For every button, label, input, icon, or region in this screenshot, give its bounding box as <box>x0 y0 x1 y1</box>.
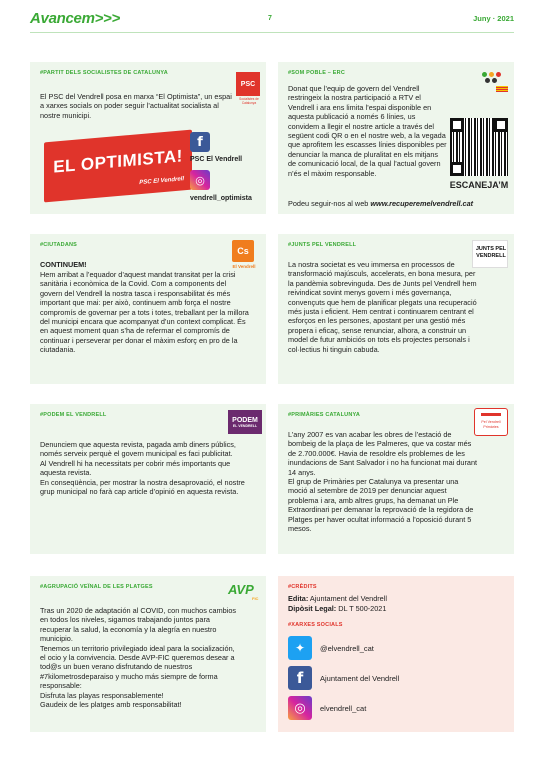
avp-p4: Gaudeix de les platges amb responsabilitat! <box>40 700 182 710</box>
facebook-icon[interactable]: f <box>190 132 210 152</box>
credits-diposit <box>288 604 386 613</box>
qr-label: ESCANEJA’M <box>449 180 509 190</box>
brand-logo: Avancem>>> <box>30 10 120 27</box>
issue-date: Juny · 2021 <box>473 14 514 23</box>
facebook-row[interactable] <box>288 666 399 690</box>
primaries-tag: #PRIMÀRIES CATALUNYA <box>288 412 361 418</box>
podem-logo-sub: EL VENDRELL <box>232 423 258 428</box>
avp-box <box>30 576 266 732</box>
twitter-handle[interactable]: @elvendrell_cat <box>320 643 374 653</box>
podem-logo-text: PODEM <box>232 416 258 424</box>
sompoble-footer-prefix: Podeu seguir-nos al web <box>288 199 371 208</box>
sompoble-footer <box>288 199 510 208</box>
cs-heading: CONTINUEM! <box>40 260 87 269</box>
avp-p1: Tras un 2020 de adaptación al COVID, con muchos cambios en todos los niveles, sigamos trabajando juntos para recuperar la salud, la economía y la alegría en nuestro municipio. <box>40 606 237 644</box>
avp-logo-text: AVP <box>228 582 254 597</box>
avp-logo <box>228 582 262 606</box>
junts-text: La nostra societat es veu immersa en processos de transformació majúsculs, accelerats, en bona mesura, per la pandèmia sobrevinguda. Des de Junts pel Vendrell hem reivindicat sovint menys govern i més governança, convençuts que hem de planificar plegats una recuperació més justa i eficient. Hem centrat i continuarem centrant el esforços en les persones, apostant per una gestió més propera i eficaç, sense renunciar, alhora, a construir un model de futur ambiciós on tots els projectes personals i col·lectius hi tinguin cabuda. <box>288 260 477 354</box>
credits-diposit-label: Dipòsit Legal: <box>288 604 337 613</box>
podem-text <box>40 440 250 496</box>
instagram-row[interactable] <box>288 696 366 720</box>
avp-p2: Tenemos un territorio privilegiado ideal para la socialización, el ocio y la convivencia. Desde AVP-FIC queremos desear a tod@s un buen verano disfrutando de nuestros #7kilometrosdeparaiso y mucho más siempre de forma responsable: <box>40 643 235 691</box>
sompoble-logo-dots <box>480 72 502 84</box>
optimista-banner <box>44 130 192 203</box>
social-tag: #XARXES SOCIALS <box>288 622 343 628</box>
podem-p3: En conseqüència, per mostrar la nostra desaprovació, el nostre grup municipal no farà cap article d’opinió en aquesta revista. <box>40 477 245 497</box>
twitter-icon[interactable]: ✦ <box>288 636 312 660</box>
sompoble-tag: #SOM POBLE – ERC <box>288 70 345 76</box>
avp-tag: #AGRUPACIÓ VEÏNAL DE LES PLATGES <box>40 584 153 590</box>
primaries-logo-text: Pel Vendrell Primàries <box>481 420 501 429</box>
psc-logo-sub: Socialistes de Catalunya <box>239 97 259 105</box>
credits-edita-value: Ajuntament del Vendrell <box>308 594 387 603</box>
cs-logo <box>232 240 254 262</box>
optimista-title: EL OPTIMISTA! <box>53 146 183 177</box>
podem-tag: #PODEM EL VENDRELL <box>40 412 107 418</box>
psc-instagram-label[interactable]: vendrell_optimista <box>190 195 252 202</box>
facebook-handle[interactable]: Ajuntament del Vendrell <box>320 673 400 683</box>
psc-box <box>30 62 266 214</box>
instagram-icon[interactable]: ◎ <box>288 696 312 720</box>
podem-p2: Al Vendrell hi ha necessitats per cobrir més importants que aquesta revista. <box>40 458 231 478</box>
psc-facebook-label[interactable]: PSC El Vendrell <box>190 156 243 163</box>
qr-code[interactable] <box>450 118 508 176</box>
primaries-text <box>288 430 478 533</box>
primaries-p2: El grup de Primàries per Catalunya va presentar una moció al setembre de 2019 per denunciar aquest problema i ara, amb altres grups, ha demanat un Ple Extraordinari per demanar la reprovació de la regidora de Platges per haver ocultat informació a l’oposició durant 5 mesos. <box>288 477 474 534</box>
credits-edita-label: Edita: <box>288 594 309 603</box>
junts-tag: #JUNTS PEL VENDRELL <box>288 242 357 248</box>
avp-text <box>40 606 240 709</box>
page-number: 7 <box>268 15 272 22</box>
cs-logo-text: Cs <box>237 246 249 256</box>
junts-logo-text: JUNTS PEL VENDRELL <box>475 246 507 259</box>
optimista-sub: PSC El Vendrell <box>139 176 184 187</box>
instagram-handle[interactable]: elvendrell_cat <box>320 703 367 713</box>
credits-edita <box>288 594 387 603</box>
credits-tag: #CRÈDITS <box>288 584 317 590</box>
sompoble-website-link[interactable]: www.recuperemelvendrell.cat <box>370 199 474 208</box>
sompoble-logo <box>474 70 508 94</box>
avp-logo-sub: FIC <box>252 596 259 601</box>
psc-tag: #PARTIT DELS SOCIALISTES DE CATALUNYA <box>40 70 168 76</box>
primaries-logo <box>474 408 508 436</box>
instagram-icon[interactable]: ◎ <box>190 170 210 190</box>
erc-logo-bars <box>496 86 508 92</box>
cs-tag: #CIUTADANS <box>40 242 78 248</box>
podem-p1: Denunciem que aquesta revista, pagada amb diners públics, només serveix perquè el govern municipal es faci publicitat. <box>40 440 236 459</box>
ballot-box-slot <box>481 413 501 416</box>
psc-logo <box>236 72 260 96</box>
psc-text: El PSC del Vendrell posa en marxa “El Optimista”, un espai a xarxes socials on poder seguir l’actualitat socialista al nostre municipi. <box>40 92 232 120</box>
primaries-box <box>278 404 514 554</box>
page-header <box>0 0 544 40</box>
psc-logo-text: PSC <box>240 80 256 88</box>
facebook-icon[interactable]: f <box>288 666 312 690</box>
credits-diposit-value: DL T 500-2021 <box>336 604 387 613</box>
twitter-row[interactable] <box>288 636 374 660</box>
cs-text: Hem arribat a l’equador d’aquest mandat transitat per la crisi sanitària i econòmica de la Covid. Com a components del govern del Vendrell la nostra tasca i responsabilitat és més important que mai: per això, continuem amb força el nostre compromís de governar per a tots i totes, treballant per la millora del municipi encara que acompanyat d’un context complicat. És en aquest moment quan s’ha de refermar el compromís de continuar i perseverar per donar el màxim esforç en pro de la ciutadania. <box>40 270 249 355</box>
sompoble-text: Donat que l’equip de govern del Vendrell restringeix la nostra participació a RTV el Vendrell i ara ens limita l’espai disponible en aquesta publicació a només 6 línies, us convidem a llegir el nostre article a través del següent codi QR o en el nostre web, a la vegada que aprofitem les escasses línies disponibles per denunciar la manca de pluralitat en els mitjans de comunicació local, de la qual l’actual govern n’és el màxim responsable. <box>288 84 447 178</box>
sompoble-box <box>278 62 514 214</box>
header-divider <box>30 32 514 33</box>
podem-box <box>30 404 266 554</box>
cs-box <box>30 234 266 384</box>
credits-box <box>278 576 514 732</box>
primaries-p1: L’any 2007 es van acabar les obres de l’estació de bombeig de la plaça de les Palmeres, que va costar més de 2.700.000€. Havia de resoldre els problemes de les inundacions de Sant Salvador i no ha funcionat mai durant 14 anys. <box>288 430 478 477</box>
junts-box <box>278 234 514 384</box>
avp-p3: Disfruta las playas responsablemente! <box>40 690 164 700</box>
podem-logo <box>228 410 262 434</box>
cs-logo-sub: El Vendrell <box>232 264 256 269</box>
